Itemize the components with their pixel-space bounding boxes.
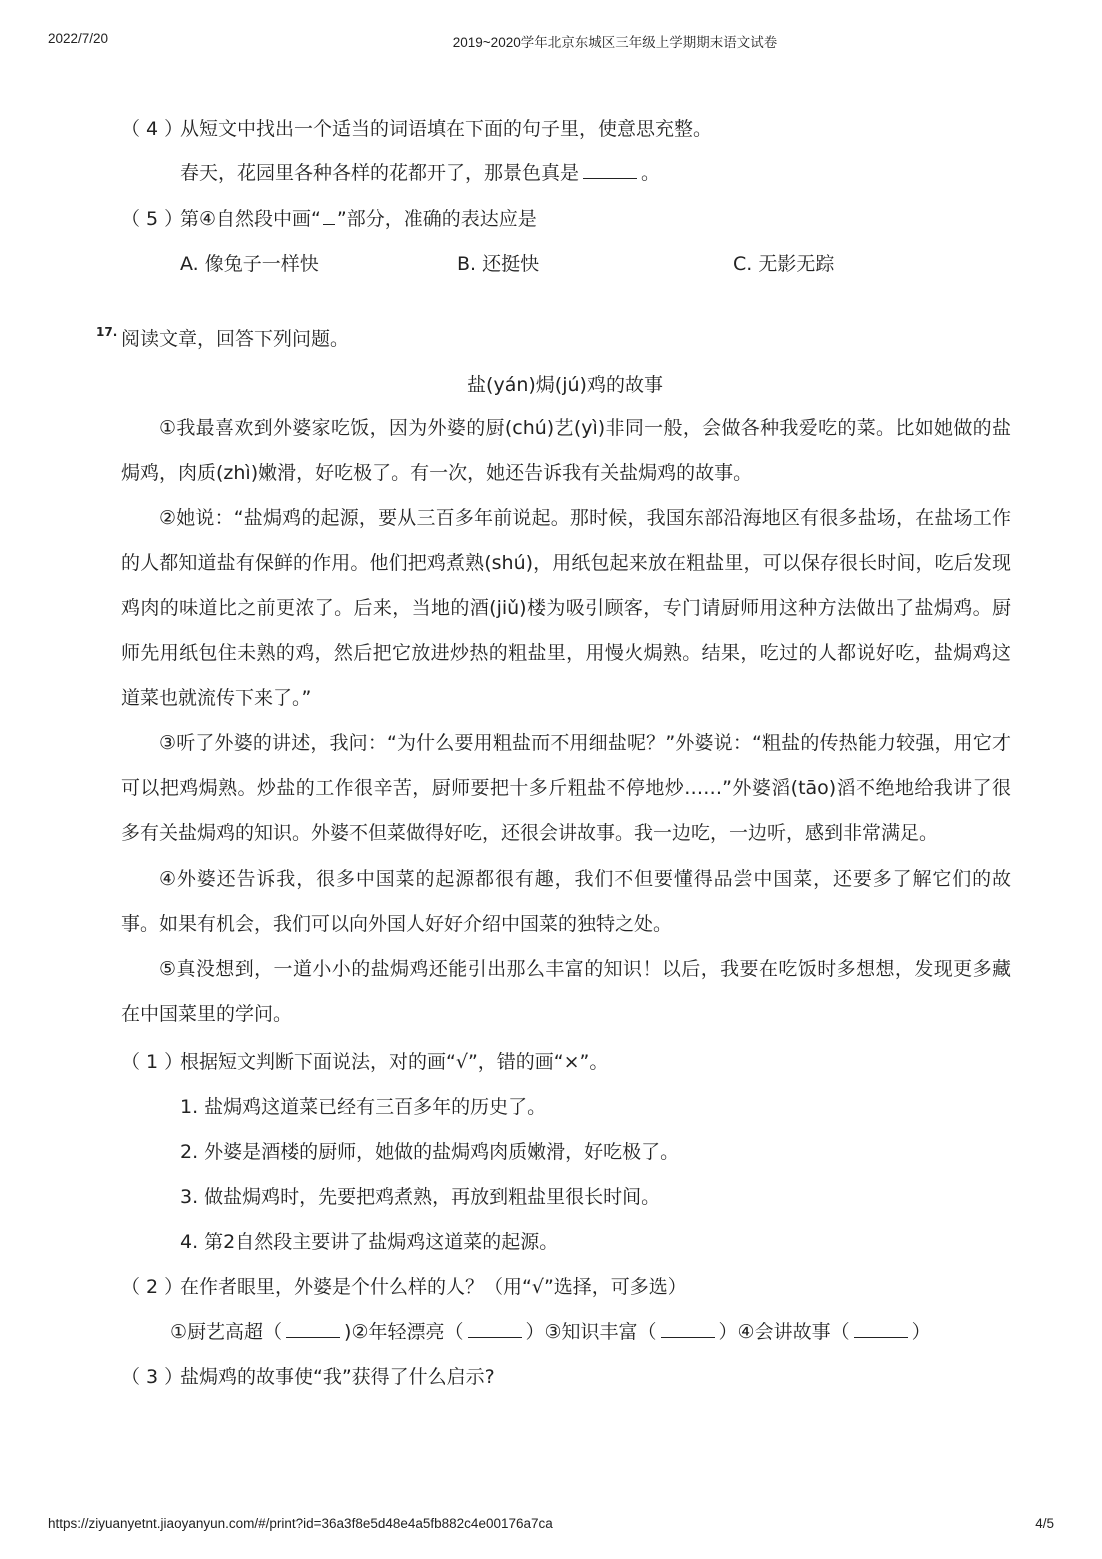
article-paragraph-4: ④外婆还告诉我，很多中国菜的起源都很有趣，我们不但要懂得品尝中国菜，还要多了解它们的故事。如果有机会，我们可以向外国人好好介绍中国菜的独特之处。: [121, 868, 1011, 935]
choice-knowledgeable: ）③知识丰富（: [525, 1321, 657, 1343]
q16-sub5-question: [180, 206, 537, 232]
q17-sub2-question: 在作者眼里，外婆是个什么样的人？（用“√”选择，可多选）: [180, 1276, 687, 1298]
q16-sub5-underline-mark: [323, 206, 335, 225]
article-paragraph-3: ③听了外婆的讲述，我问：“为什么要用粗盐而不用细盐呢？”外婆说：“粗盐的传热能力较强，用它才可以把鸡焗熟。炒盐的工作很辛苦，厨师要把十多斤粗盐不停地炒……”外婆滔(tāo)滔不绝地给我讲了很多有关盐焗鸡的知识。外婆不但菜做得好吃，还很会讲故事。我一边吃，一边听，感到非常满足。: [121, 732, 1011, 844]
choice-young-pretty-blank[interactable]: [468, 1319, 522, 1338]
q17-sub2-choices: [170, 1319, 931, 1345]
q16-sub4-question: 从短文中找出一个适当的词语填在下面的句子里，使意思充整。: [180, 118, 713, 140]
q16-sub4-sentence-start: 春天，花园里各种各样的花都开了，那景色真是: [180, 162, 580, 184]
page-number: 4/5: [1035, 1516, 1054, 1531]
q17-sub1-question: 根据短文判断下面说法，对的画“√”，错的画“×”。: [180, 1051, 609, 1073]
q16-sub4-blank[interactable]: [583, 160, 637, 179]
choice-young-pretty: )②年轻漂亮（: [344, 1321, 464, 1343]
q16-sub5-text-end: ”部分，准确的表达应是: [336, 208, 537, 230]
q16-sub4-number: （ 4 ）: [121, 118, 184, 140]
article-title: 盐(yán)焗(jú)鸡的故事: [467, 374, 663, 396]
print-doc-title: 2019~2020学年北京东城区三年级上学期期末语文试卷: [452, 35, 778, 50]
q16-sub4-sentence-end: 。: [641, 162, 661, 184]
q17-intro: 阅读文章，回答下列问题。: [121, 328, 350, 350]
article-paragraph-2: ②她说：“盐焗鸡的起源，要从三百多年前说起。那时候，我国东部沿海地区有很多盐场，在盐场工作的人都知道盐有保鲜的作用。他们把鸡煮熟(shú)，用纸包起来放在粗盐里，可以保存很长时间，吃后发现鸡肉的味道比之前更浓了。后来，当地的酒(jiǔ)楼为吸引顾客，专门请厨师用这种方法做出了盐焗鸡。厨师先用纸包住未熟的鸡，然后把它放进炒热的粗盐里，用慢火焗熟。结果，吃过的人都说好吃，盐焗鸡这道菜也就流传下来了。”: [121, 507, 1011, 709]
article-paragraph-1: ①我最喜欢到外婆家吃饭，因为外婆的厨(chú)艺(yì)非同一般，会做各种我爱吃的菜。比如她做的盐焗鸡，肉质(zhì)嫩滑，好吃极了。有一次，她还告诉我有关盐焗鸡的故事。: [121, 417, 1011, 484]
q17-sub1-number: （ 1 ）: [121, 1051, 184, 1073]
q16-sub4-sentence: [180, 160, 660, 186]
choice-cooking-skill: ①厨艺高超（: [170, 1321, 283, 1343]
q17-sub1-statement-4: 4. 第2自然段主要讲了盐焗鸡这道菜的起源。: [180, 1231, 559, 1253]
choices-close-paren: ）: [911, 1321, 931, 1343]
print-url[interactable]: https://ziyuanyetnt.jiaoyanyun.com/#/print?id=36a3f8e5d48e4a5fb882c4e00176a7ca: [48, 1516, 553, 1531]
q17-sub1-statement-3: 3. 做盐焗鸡时，先要把鸡煮熟，再放到粗盐里很长时间。: [180, 1186, 661, 1208]
choice-storyteller: ）④会讲故事（: [718, 1321, 850, 1343]
choice-knowledgeable-blank[interactable]: [661, 1319, 715, 1338]
q16-option-a[interactable]: A. 像兔子一样快: [180, 253, 319, 275]
q16-sub5-number: （ 5 ）: [121, 208, 184, 230]
q17-number: 17.: [96, 325, 118, 339]
q17-sub1-statement-2: 2. 外婆是酒楼的厨师，她做的盐焗鸡肉质嫩滑，好吃极了。: [180, 1141, 680, 1163]
article-paragraph-5: ⑤真没想到，一道小小的盐焗鸡还能引出那么丰富的知识！以后，我要在吃饭时多想想，发现更多藏在中国菜里的学问。: [121, 958, 1011, 1025]
q17-sub3-question: 盐焗鸡的故事使“我”获得了什么启示?: [180, 1366, 495, 1388]
q16-option-c[interactable]: C. 无影无踪: [733, 253, 835, 275]
print-date: 2022/7/20: [48, 31, 109, 46]
q17-sub1-statement-1: 1. 盐焗鸡这道菜已经有三百多年的历史了。: [180, 1096, 547, 1118]
q16-sub5-text-start: 第④自然段中画“: [180, 208, 321, 230]
choice-storyteller-blank[interactable]: [854, 1319, 908, 1338]
choice-cooking-skill-blank[interactable]: [286, 1319, 340, 1338]
q17-sub3-number: （ 3 ）: [121, 1366, 184, 1388]
q16-option-b[interactable]: B. 还挺快: [457, 253, 540, 275]
q17-sub2-number: （ 2 ）: [121, 1276, 184, 1298]
